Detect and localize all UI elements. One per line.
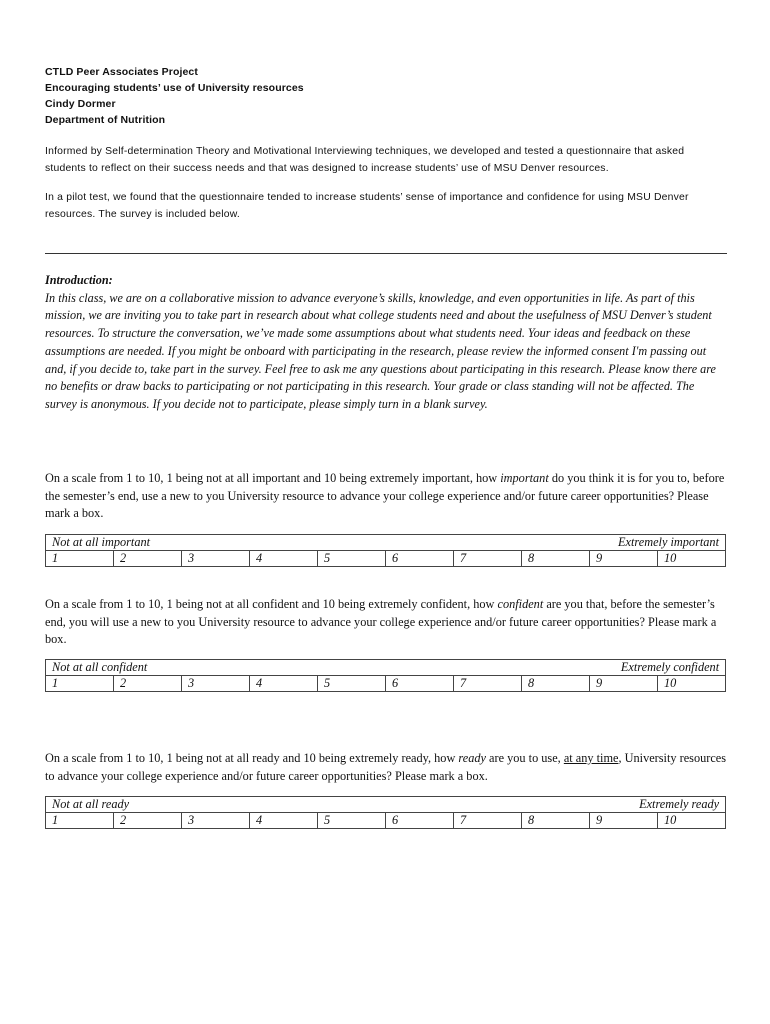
scale-option-9[interactable]: 9 [590, 676, 658, 692]
scale-high-label: Extremely important [618, 535, 719, 549]
scale-high-label: Extremely ready [639, 797, 720, 811]
scale-option-4[interactable]: 4 [250, 551, 318, 567]
project-subtitle: Encouraging students’ use of University resources [45, 82, 304, 94]
scale-option-4[interactable]: 4 [250, 813, 318, 829]
question-text: On a scale from 1 to 10, 1 being not at all confident and 10 being extremely confident, how [45, 597, 498, 611]
question-readiness [45, 750, 729, 785]
scale-anchor-row [46, 797, 726, 813]
scale-option-8[interactable]: 8 [522, 813, 590, 829]
scale-option-5[interactable]: 5 [318, 551, 386, 567]
scale-option-6[interactable]: 6 [386, 551, 454, 567]
question-confidence [45, 596, 729, 649]
section-divider [45, 253, 727, 254]
question-emphasis: at any time [563, 751, 619, 765]
scale-option-6[interactable]: 6 [386, 676, 454, 692]
scale-option-10[interactable]: 10 [658, 813, 726, 829]
summary-paragraph-1: Informed by Self-determination Theory and Motivational Interviewing techniques, we developed and tested a questionnaire that asked students to reflect on their success needs and that was designed to increase students’ use of MSU Denver resources. [45, 146, 685, 174]
scale-option-8[interactable]: 8 [522, 551, 590, 567]
scale-option-2[interactable]: 2 [114, 813, 182, 829]
scale-low-label: Not at all important [52, 535, 151, 549]
scale-option-4[interactable]: 4 [250, 676, 318, 692]
scale-low-label: Not at all confident [52, 660, 148, 674]
project-title: CTLD Peer Associates Project [45, 66, 198, 78]
question-text: are you that, before the semester’s end, you will use a new to you University resource to advance your college experience and/or future career opportunities? Please mark a box. [45, 597, 717, 647]
question-text: On a scale from 1 to 10, 1 being not at all ready and 10 being extremely ready, how [45, 751, 459, 765]
department-name: Department of Nutrition [45, 114, 166, 126]
scale-option-1[interactable]: 1 [46, 813, 114, 829]
introduction-section [45, 272, 729, 414]
question-keyword: confident [497, 597, 544, 611]
scale-option-3[interactable]: 3 [182, 551, 250, 567]
question-text: do you think it is for you to, before the semester’s end, use a new to you University resource to advance your college experience and/or future career opportunities? Please mark a box. [45, 471, 725, 521]
scale-option-2[interactable]: 2 [114, 551, 182, 567]
confidence-scale [45, 659, 726, 692]
author-name: Cindy Dormer [45, 98, 116, 110]
scale-high-label: Extremely confident [620, 660, 720, 674]
question-text: , University resources to advance your college experience and/or future career opportunities? Please mark a box. [45, 751, 727, 783]
scale-option-7[interactable]: 7 [454, 676, 522, 692]
scale-option-5[interactable]: 5 [318, 676, 386, 692]
scale-anchor-row [46, 660, 726, 676]
scale-option-5[interactable]: 5 [318, 813, 386, 829]
question-keyword: important [500, 471, 549, 485]
scale-option-9[interactable]: 9 [590, 813, 658, 829]
scale-option-9[interactable]: 9 [590, 551, 658, 567]
scale-option-1[interactable]: 1 [46, 551, 114, 567]
scale-anchor-row [46, 535, 726, 551]
introduction-title: Introduction: [45, 273, 113, 287]
scale-option-2[interactable]: 2 [114, 676, 182, 692]
summary-paragraph-2: In a pilot test, we found that the questionnaire tended to increase students’ sense of importance and confidence for using MSU Denver resources. The survey is included below. [45, 192, 689, 220]
introduction-body: In this class, we are on a collaborative mission to advance everyone’s skills, knowledge, and even opportunities in life. As part of this mission, we are inviting you to take part in research about what college students need and about the usefulness of MSU Denver’s student resources. To structure the conversation, we’ve made some assumptions about what students need. Your ideas and feedback on these assumptions are needed. If you might be onboard with participating in the research, please review the informed consent I'm passing out and, if you decide to, take part in the survey. Feel free to ask me any questions about participating in this research. Please know there are no benefits or draw backs to participating or not participating in this research. Your grade or class standing will not be affected. The survey is anonymous. If you decide not to participate, please simply turn in a blank survey. [45, 290, 716, 411]
scale-option-3[interactable]: 3 [182, 813, 250, 829]
question-text: On a scale from 1 to 10, 1 being not at all important and 10 being extremely important, how [45, 471, 501, 485]
scale-option-6[interactable]: 6 [386, 813, 454, 829]
scale-option-8[interactable]: 8 [522, 676, 590, 692]
scale-option-3[interactable]: 3 [182, 676, 250, 692]
question-text: are you to use, [485, 751, 564, 765]
readiness-scale [45, 796, 726, 829]
document-header [45, 64, 725, 128]
scale-option-10[interactable]: 10 [658, 676, 726, 692]
question-importance [45, 470, 729, 523]
scale-option-1[interactable]: 1 [46, 676, 114, 692]
scale-low-label: Not at all ready [52, 797, 130, 811]
scale-option-10[interactable]: 10 [658, 551, 726, 567]
question-keyword: ready [458, 751, 486, 765]
scale-option-7[interactable]: 7 [454, 813, 522, 829]
importance-scale [45, 534, 726, 567]
scale-option-7[interactable]: 7 [454, 551, 522, 567]
